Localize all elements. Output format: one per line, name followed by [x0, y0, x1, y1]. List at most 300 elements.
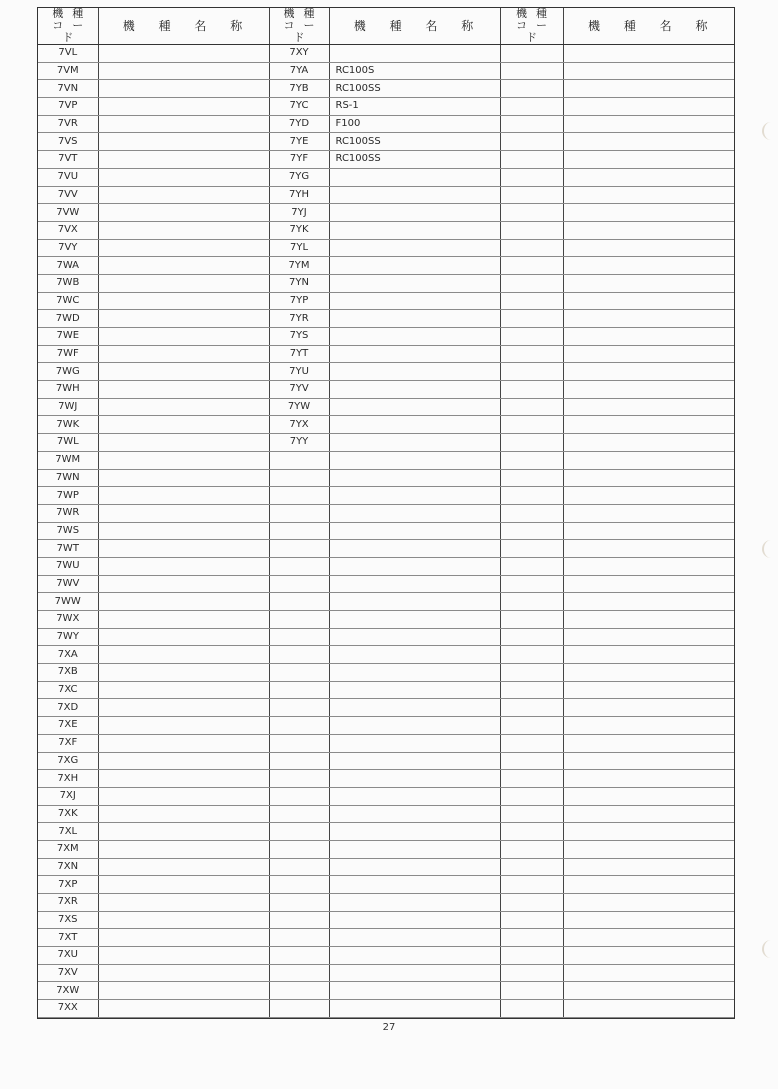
model-code-table: [37, 7, 735, 1019]
model-name-cell: [563, 611, 734, 629]
model-name-cell: [98, 840, 269, 858]
model-name-cell: [329, 770, 500, 788]
model-name-cell: [329, 840, 500, 858]
code-cell: [500, 664, 563, 682]
code-cell: [269, 858, 329, 876]
code-cell: [500, 328, 563, 346]
code-cell: 7WF: [38, 345, 98, 363]
code-cell: 7WW: [38, 593, 98, 611]
table-row: [38, 62, 734, 80]
page-number: 27: [382, 1022, 396, 1033]
model-name-cell: [563, 752, 734, 770]
model-name-cell: [563, 557, 734, 575]
model-name-cell: [329, 575, 500, 593]
model-name-cell: [329, 858, 500, 876]
code-cell: [500, 133, 563, 151]
model-name-cell: [329, 929, 500, 947]
table-row: [38, 221, 734, 239]
model-name-cell: [563, 823, 734, 841]
table-row: [38, 699, 734, 717]
table-row: [38, 929, 734, 947]
model-name-cell: [329, 876, 500, 894]
code-cell: [500, 45, 563, 63]
code-cell: [500, 274, 563, 292]
model-name-cell: F100: [329, 115, 500, 133]
table-row: [38, 204, 734, 222]
code-cell: [500, 805, 563, 823]
code-cell: [269, 504, 329, 522]
model-name-cell: [98, 381, 269, 399]
code-cell: [269, 947, 329, 965]
code-cell: [500, 292, 563, 310]
code-cell: 7WM: [38, 451, 98, 469]
code-cell: 7YR: [269, 310, 329, 328]
table-row: [38, 151, 734, 169]
code-cell: [500, 451, 563, 469]
model-name-cell: [563, 274, 734, 292]
table-row: [38, 628, 734, 646]
code-cell: 7YA: [269, 62, 329, 80]
model-name-cell: [98, 239, 269, 257]
model-name-cell: [563, 398, 734, 416]
header-name-1: 機 種 名 称: [98, 8, 269, 45]
model-name-cell: [98, 45, 269, 63]
model-name-cell: [98, 876, 269, 894]
code-cell: [269, 982, 329, 1000]
code-cell: 7YS: [269, 328, 329, 346]
model-name-cell: [329, 381, 500, 399]
model-name-cell: [329, 964, 500, 982]
model-name-cell: [329, 469, 500, 487]
model-name-cell: [563, 151, 734, 169]
model-name-cell: [329, 664, 500, 682]
table-row: [38, 328, 734, 346]
code-cell: 7WL: [38, 434, 98, 452]
code-cell: 7WK: [38, 416, 98, 434]
code-cell: 7VR: [38, 115, 98, 133]
model-name-cell: [98, 292, 269, 310]
code-cell: 7XC: [38, 681, 98, 699]
code-cell: [500, 98, 563, 116]
model-name-cell: [98, 62, 269, 80]
code-cell: [269, 575, 329, 593]
model-name-cell: [563, 133, 734, 151]
code-cell: 7YH: [269, 186, 329, 204]
model-name-cell: [329, 45, 500, 63]
model-name-cell: [98, 416, 269, 434]
code-cell: 7VM: [38, 62, 98, 80]
model-name-cell: [98, 398, 269, 416]
model-name-cell: [329, 416, 500, 434]
code-cell: 7WP: [38, 487, 98, 505]
model-name-cell: [563, 292, 734, 310]
code-cell: [269, 593, 329, 611]
code-cell: [269, 734, 329, 752]
model-name-cell: [98, 133, 269, 151]
code-cell: 7WA: [38, 257, 98, 275]
code-cell: 7YK: [269, 221, 329, 239]
code-cell: 7YF: [269, 151, 329, 169]
code-cell: 7XX: [38, 1000, 98, 1018]
model-name-cell: [563, 1000, 734, 1018]
code-cell: 7YE: [269, 133, 329, 151]
model-name-cell: [329, 274, 500, 292]
model-name-cell: [563, 911, 734, 929]
code-cell: 7XT: [38, 929, 98, 947]
code-cell: 7WC: [38, 292, 98, 310]
code-cell: [500, 681, 563, 699]
model-name-cell: [329, 451, 500, 469]
model-name-cell: [329, 328, 500, 346]
code-cell: [269, 840, 329, 858]
table-row: [38, 840, 734, 858]
model-name-cell: [98, 717, 269, 735]
table-row: [38, 487, 734, 505]
code-cell: 7YT: [269, 345, 329, 363]
table-row: [38, 557, 734, 575]
model-name-cell: [563, 416, 734, 434]
code-cell: [269, 522, 329, 540]
model-name-cell: [98, 858, 269, 876]
code-cell: [500, 168, 563, 186]
code-cell: [500, 947, 563, 965]
model-name-cell: [563, 434, 734, 452]
code-cell: 7XS: [38, 911, 98, 929]
model-name-cell: [98, 982, 269, 1000]
model-name-cell: [329, 947, 500, 965]
table-row: [38, 876, 734, 894]
code-cell: [500, 823, 563, 841]
code-cell: [500, 80, 563, 98]
code-cell: 7XU: [38, 947, 98, 965]
table-row: [38, 1000, 734, 1018]
code-cell: 7YY: [269, 434, 329, 452]
model-name-cell: [329, 752, 500, 770]
code-cell: 7VP: [38, 98, 98, 116]
table-row: [38, 823, 734, 841]
model-name-cell: [329, 982, 500, 1000]
model-name-cell: [98, 664, 269, 682]
model-name-cell: [563, 381, 734, 399]
model-name-cell: [563, 80, 734, 98]
model-name-cell: [563, 98, 734, 116]
code-cell: [500, 257, 563, 275]
table-row: [38, 734, 734, 752]
code-cell: [269, 487, 329, 505]
model-name-cell: [98, 540, 269, 558]
header-code-line2: コード: [516, 19, 556, 44]
model-name-cell: [98, 98, 269, 116]
model-name-cell: [563, 310, 734, 328]
header-code-3: [500, 8, 563, 45]
model-name-cell: [98, 257, 269, 275]
model-name-cell: [98, 151, 269, 169]
code-cell: [500, 628, 563, 646]
model-name-cell: [329, 611, 500, 629]
code-cell: 7YG: [269, 168, 329, 186]
code-cell: 7WD: [38, 310, 98, 328]
model-name-cell: [329, 1000, 500, 1018]
code-cell: [500, 611, 563, 629]
model-name-cell: [329, 168, 500, 186]
code-cell: [500, 522, 563, 540]
model-name-cell: [98, 310, 269, 328]
model-name-cell: [563, 929, 734, 947]
model-name-cell: [329, 699, 500, 717]
model-name-cell: [98, 575, 269, 593]
model-name-cell: [329, 628, 500, 646]
model-name-cell: [563, 221, 734, 239]
header-name-2: 機 種 名 称: [329, 8, 500, 45]
code-cell: [500, 398, 563, 416]
code-cell: [500, 115, 563, 133]
model-name-cell: [98, 787, 269, 805]
model-name-cell: [98, 911, 269, 929]
model-name-cell: [98, 611, 269, 629]
table-row: [38, 45, 734, 63]
table-row: [38, 363, 734, 381]
code-cell: [269, 752, 329, 770]
model-name-cell: RC100SS: [329, 133, 500, 151]
header-code-2: [269, 8, 329, 45]
model-name-cell: [98, 469, 269, 487]
model-name-cell: [563, 646, 734, 664]
model-name-cell: [98, 770, 269, 788]
code-cell: [500, 204, 563, 222]
code-cell: [500, 504, 563, 522]
model-name-cell: [329, 787, 500, 805]
code-cell: 7VS: [38, 133, 98, 151]
code-cell: [269, 770, 329, 788]
code-cell: 7XH: [38, 770, 98, 788]
model-name-cell: [329, 504, 500, 522]
model-name-cell: [563, 522, 734, 540]
code-cell: 7XP: [38, 876, 98, 894]
model-name-cell: RS-1: [329, 98, 500, 116]
model-name-cell: [98, 1000, 269, 1018]
code-cell: 7YL: [269, 239, 329, 257]
code-cell: 7VT: [38, 151, 98, 169]
code-cell: 7YD: [269, 115, 329, 133]
model-name-cell: [98, 894, 269, 912]
model-name-cell: [563, 964, 734, 982]
model-name-cell: [329, 540, 500, 558]
code-cell: 7XW: [38, 982, 98, 1000]
code-cell: 7YC: [269, 98, 329, 116]
model-name-cell: [98, 681, 269, 699]
model-name-cell: [98, 593, 269, 611]
table-row: [38, 451, 734, 469]
model-name-cell: [563, 717, 734, 735]
model-name-cell: [563, 345, 734, 363]
model-name-cell: [98, 363, 269, 381]
table-row: [38, 257, 734, 275]
table-row: [38, 398, 734, 416]
code-cell: 7YB: [269, 80, 329, 98]
code-cell: [500, 62, 563, 80]
code-cell: 7XF: [38, 734, 98, 752]
table-row: [38, 416, 734, 434]
code-cell: [269, 823, 329, 841]
model-name-cell: [98, 274, 269, 292]
code-cell: 7WU: [38, 557, 98, 575]
code-cell: [269, 929, 329, 947]
header-code-line1: 機種: [283, 7, 324, 20]
header-code-line2: コード: [52, 19, 93, 44]
table-row: [38, 540, 734, 558]
code-cell: 7WV: [38, 575, 98, 593]
code-cell: [269, 557, 329, 575]
code-cell: [500, 593, 563, 611]
model-name-cell: [98, 646, 269, 664]
code-cell: [269, 964, 329, 982]
code-cell: [500, 434, 563, 452]
table-row: [38, 239, 734, 257]
code-cell: 7WH: [38, 381, 98, 399]
table-header-row: [38, 8, 734, 45]
code-cell: [269, 664, 329, 682]
model-name-cell: [563, 858, 734, 876]
code-cell: 7XN: [38, 858, 98, 876]
code-cell: 7XK: [38, 805, 98, 823]
model-name-cell: [98, 805, 269, 823]
code-cell: 7XJ: [38, 787, 98, 805]
code-cell: 7WT: [38, 540, 98, 558]
code-cell: [269, 681, 329, 699]
code-cell: [500, 381, 563, 399]
model-name-cell: [329, 805, 500, 823]
model-name-cell: [563, 257, 734, 275]
code-cell: 7VL: [38, 45, 98, 63]
code-cell: [500, 911, 563, 929]
model-name-cell: [563, 62, 734, 80]
model-name-cell: [563, 575, 734, 593]
code-cell: [500, 734, 563, 752]
table-row: [38, 664, 734, 682]
page-edge-shadow: [762, 122, 778, 140]
code-cell: 7WB: [38, 274, 98, 292]
code-cell: 7WX: [38, 611, 98, 629]
code-cell: [500, 858, 563, 876]
code-cell: 7WG: [38, 363, 98, 381]
header-code-line1: 機種: [516, 7, 556, 20]
model-name-cell: [329, 363, 500, 381]
model-name-cell: [329, 487, 500, 505]
code-cell: 7XE: [38, 717, 98, 735]
model-name-cell: RC100S: [329, 62, 500, 80]
table-row: [38, 274, 734, 292]
model-name-cell: [98, 221, 269, 239]
model-name-cell: [329, 204, 500, 222]
code-cell: [269, 1000, 329, 1018]
model-name-cell: [329, 646, 500, 664]
code-cell: [269, 540, 329, 558]
code-cell: [500, 840, 563, 858]
model-name-cell: [329, 257, 500, 275]
code-cell: 7YM: [269, 257, 329, 275]
code-cell: [500, 186, 563, 204]
model-name-cell: [563, 894, 734, 912]
code-cell: 7XA: [38, 646, 98, 664]
code-cell: [500, 646, 563, 664]
code-cell: [500, 1000, 563, 1018]
header-code-line2: コード: [283, 19, 324, 44]
page-edge-shadow: [762, 540, 778, 558]
code-cell: 7VU: [38, 168, 98, 186]
model-name-cell: [98, 487, 269, 505]
table-row: [38, 434, 734, 452]
code-cell: [500, 487, 563, 505]
code-cell: 7WS: [38, 522, 98, 540]
model-name-cell: [98, 823, 269, 841]
code-cell: [500, 699, 563, 717]
code-cell: 7XR: [38, 894, 98, 912]
code-cell: 7YJ: [269, 204, 329, 222]
table-row: [38, 469, 734, 487]
header-code-1: [38, 8, 98, 45]
table-row: [38, 186, 734, 204]
model-name-cell: [98, 168, 269, 186]
model-name-cell: [98, 186, 269, 204]
model-name-cell: [98, 80, 269, 98]
code-cell: [500, 929, 563, 947]
model-name-cell: [563, 328, 734, 346]
code-cell: 7YX: [269, 416, 329, 434]
model-name-cell: [98, 734, 269, 752]
model-name-cell: [98, 752, 269, 770]
code-cell: [500, 770, 563, 788]
code-cell: [269, 628, 329, 646]
model-name-cell: [98, 115, 269, 133]
model-name-cell: [98, 964, 269, 982]
model-name-cell: [98, 504, 269, 522]
code-cell: [500, 752, 563, 770]
model-name-cell: [563, 805, 734, 823]
model-name-cell: [98, 628, 269, 646]
model-name-cell: [98, 522, 269, 540]
header-name-3: 機 種 名 称: [563, 8, 734, 45]
model-name-cell: [98, 434, 269, 452]
table-row: [38, 345, 734, 363]
model-name-cell: [563, 734, 734, 752]
model-name-cell: [563, 982, 734, 1000]
code-cell: [500, 363, 563, 381]
header-code-line1: 機種: [52, 7, 93, 20]
model-name-cell: [98, 204, 269, 222]
model-name-cell: RC100SS: [329, 151, 500, 169]
code-cell: 7XV: [38, 964, 98, 982]
code-cell: [500, 717, 563, 735]
table-row: [38, 717, 734, 735]
table-row: [38, 964, 734, 982]
model-name-cell: [563, 947, 734, 965]
table-row: [38, 504, 734, 522]
code-cell: 7VX: [38, 221, 98, 239]
model-name-cell: [563, 487, 734, 505]
code-cell: 7WR: [38, 504, 98, 522]
code-cell: 7XM: [38, 840, 98, 858]
code-cell: 7VN: [38, 80, 98, 98]
code-cell: [269, 717, 329, 735]
code-cell: [500, 221, 563, 239]
model-name-cell: [329, 911, 500, 929]
table-row: [38, 381, 734, 399]
model-name-cell: [563, 699, 734, 717]
code-cell: 7WN: [38, 469, 98, 487]
code-cell: 7WY: [38, 628, 98, 646]
table-row: [38, 681, 734, 699]
model-name-cell: [563, 239, 734, 257]
